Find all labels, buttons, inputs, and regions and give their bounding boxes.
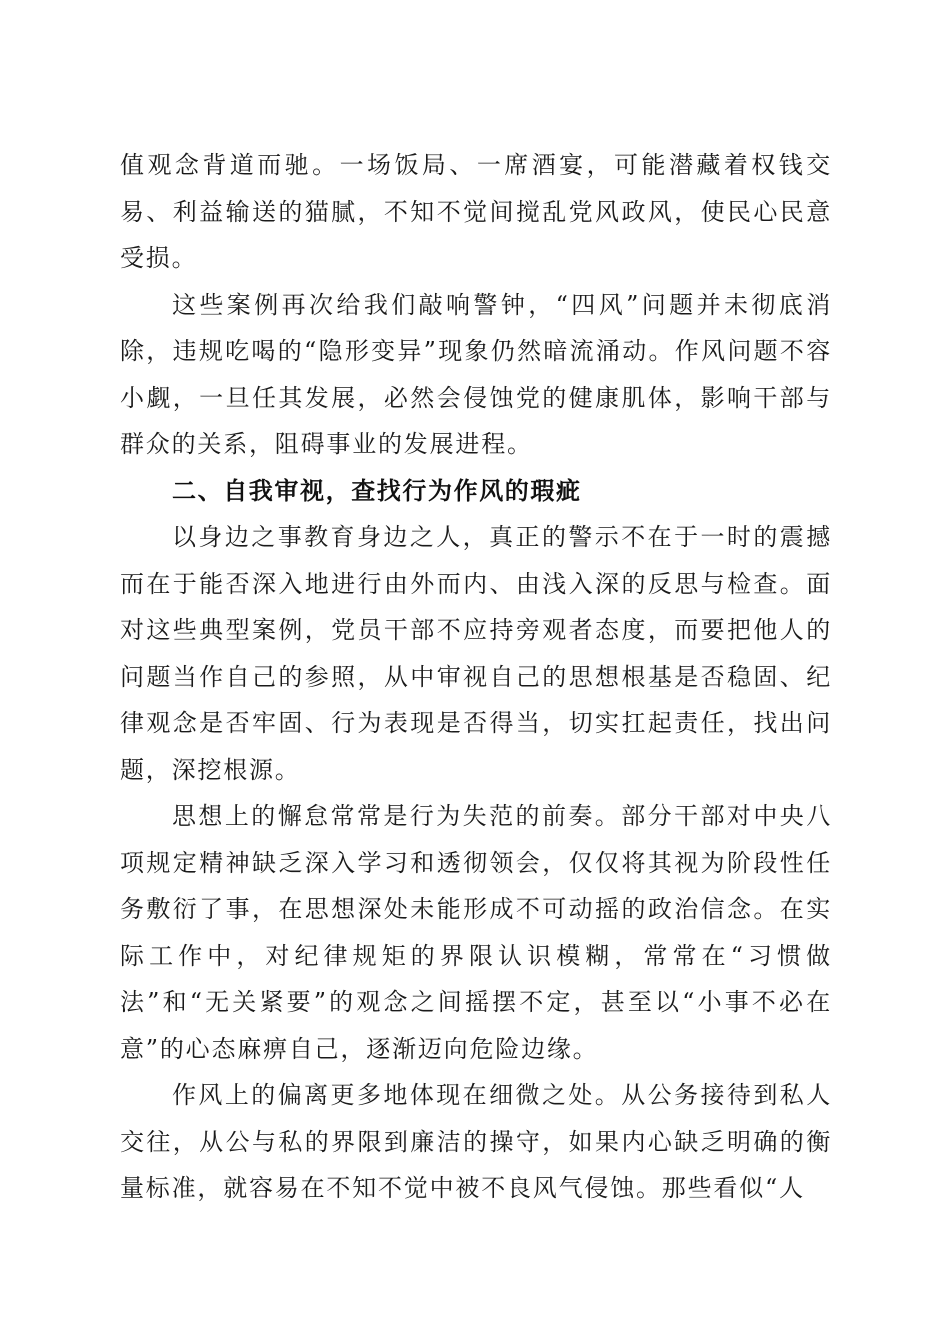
- paragraph-ideological-slack: 思想上的懈怠常常是行为失范的前奏。部分干部对中央八项规定精神缺乏深入学习和透彻领会，仅仅将其视为阶段性任务敷衍了事，在思想深处未能形成不可动摇的政治信念。在实际工作中，对纪律规矩的界限认识模糊，常常在“习惯做法”和“无关紧要”的观念之间摇摆不定，甚至以“小事不必在意”的心态麻痹自己，逐渐迈向危险边缘。: [120, 802, 832, 1063]
- paragraph-continuation: 值观念背道而驰。一场饭局、一席酒宴，可能潜藏着权钱交易、利益输送的猫腻，不知不觉间搅乱党风政风，使民心民意受损。: [120, 151, 832, 272]
- section-heading: 二、自我审视，查找行为作风的瑕疵: [172, 476, 582, 505]
- paragraph-style-deviation: 作风上的偏离更多地体现在细微之处。从公务接待到私人交往，从公与私的界限到廉洁的操守，如果内心缺乏明确的衡量标准，就容易在不知不觉中被不良风气侵蚀。那些看似“人: [120, 1081, 832, 1202]
- document-body: [120, 142, 832, 1212]
- paragraph-warning: 这些案例再次给我们敲响警钟，“四风”问题并未彻底消除，违规吃喝的“隐形变异”现象仍然暗流涌动。作风问题不容小觑，一旦任其发展，必然会侵蚀党的健康肌体，影响干部与群众的关系，阻碍事业的发展进程。: [120, 290, 832, 458]
- paragraph-self-examination: 以身边之事教育身边之人，真正的警示不在于一时的震撼而在于能否深入地进行由外而内、由浅入深的反思与检查。面对这些典型案例，党员干部不应持旁观者态度，而要把他人的问题当作自己的参照，从中审视自己的思想根基是否稳固、纪律观念是否牢固、行为表现是否得当，切实扛起责任，找出问题，深挖根源。: [120, 523, 832, 784]
